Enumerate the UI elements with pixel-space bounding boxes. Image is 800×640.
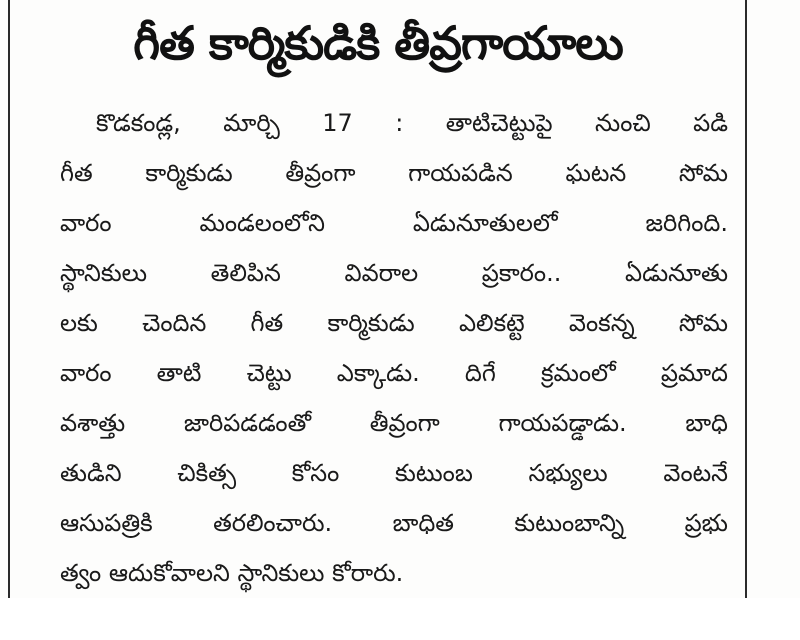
article-headline: గీత కార్మికుడికి తీవ్రగాయాలు: [133, 16, 623, 70]
article-line: కొడకండ్ల, మార్చి 17 : తాటిచెట్టుపై నుంచి పడి: [96, 109, 728, 137]
article-line: లకు చెందిన గీత కార్మికుడు ఎలికట్టె వెంకన్న సోమ: [60, 309, 728, 337]
article-line: వారం తాటి చెట్టు ఎక్కాడు. దిగే క్రమంలో ప్రమాద: [60, 359, 728, 387]
column-rule-left: [8, 0, 10, 598]
article-line: గీత కార్మికుడు తీవ్రంగా గాయపడిన ఘటన సోమ: [60, 159, 728, 187]
article-line: త్వం ఆదుకోవాలని స్థానికులు కోరారు.: [60, 559, 404, 587]
adjacent-column-cropped: [752, 0, 800, 598]
article-line: వారం మండలంలోని ఏడునూతులలో జరిగింది.: [60, 209, 728, 237]
article-line: ఆసుపత్రికి తరలించారు. బాధిత కుటుంబాన్ని ప్రభు: [60, 509, 728, 537]
article-line: వశాత్తు జారిపడడంతో తీవ్రంగా గాయపడ్డాడు. బాధి: [60, 409, 728, 437]
column-rule-right: [745, 0, 747, 598]
article-body: [60, 98, 728, 598]
article-line: స్థానికులు తెలిపిన వివరాల ప్రకారం.. ఏడునూతు: [60, 259, 728, 287]
article-line: తుడిని చికిత్స కోసం కుటుంబ సభ్యులు వెంటనే: [60, 459, 728, 487]
page-margin: [0, 598, 800, 640]
